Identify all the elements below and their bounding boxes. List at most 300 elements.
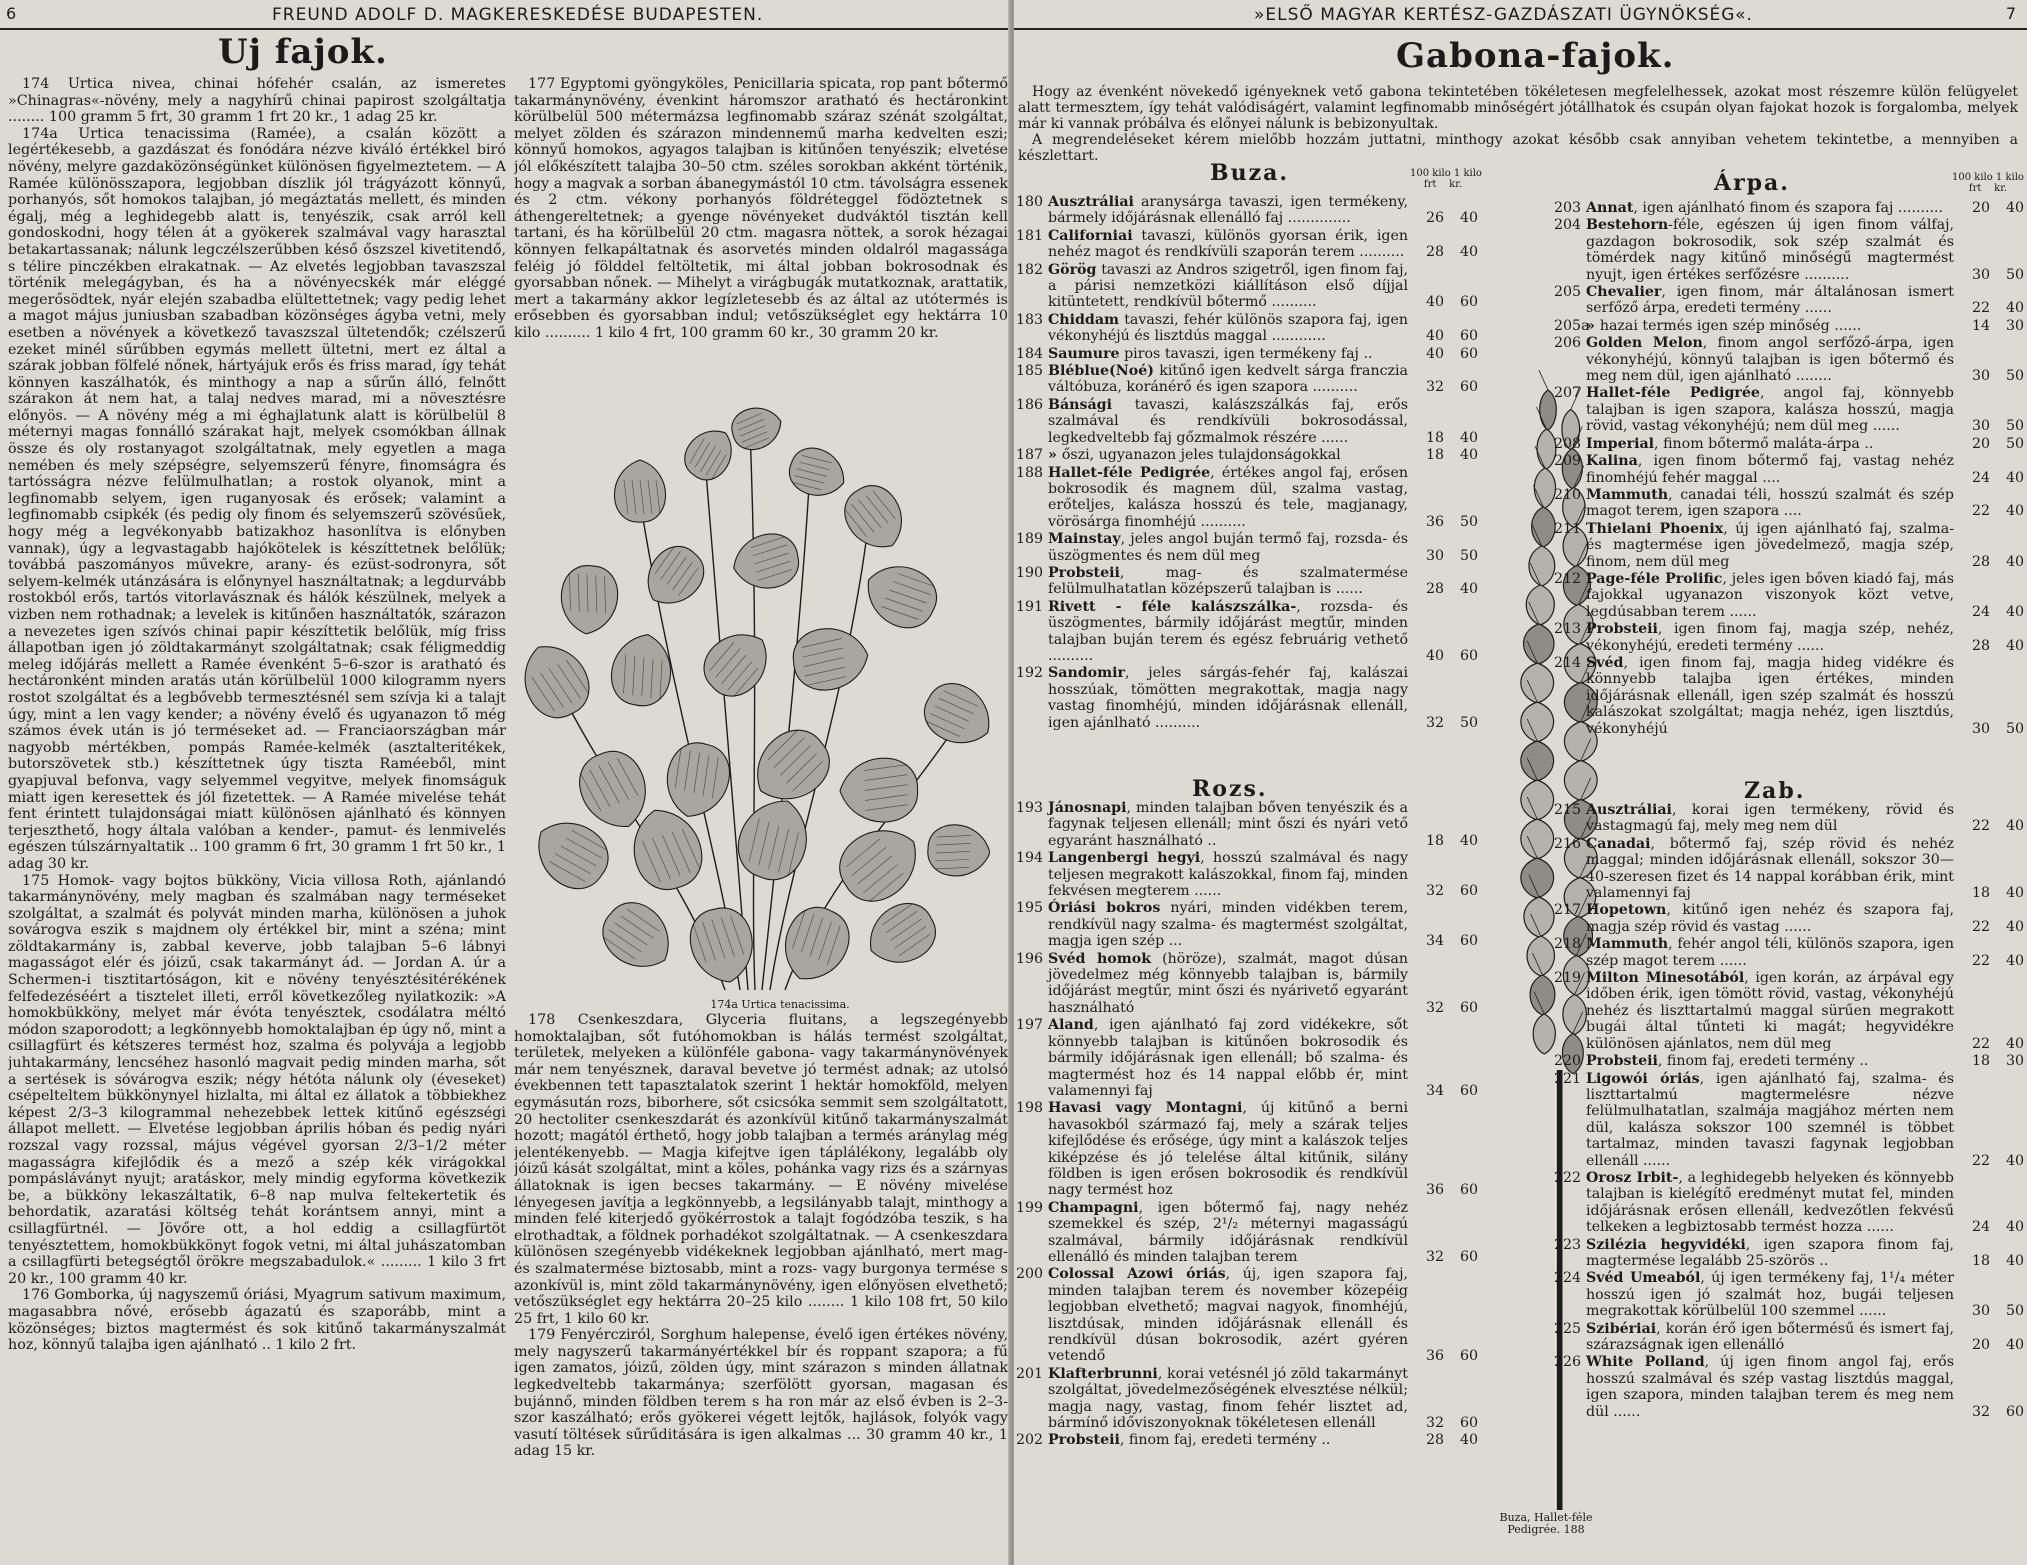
item-description [1586,970,1954,1052]
list-item [1016,1266,1478,1364]
price-1-kilo: 40 [2005,1337,2024,1353]
item-text: , a leghidegebb helyeken és könnyebb talajban is kielégítő eredményt mutat fel, minden időjárásnak erősen ellenáll, kedvezőtlen fekvésű telkeken a legbiztosabb termést hozza ...... [1586,1169,1954,1236]
running-head: FREUND ADOLF D. MAGKERESKEDÉSE BUDAPESTEN. [272,5,764,25]
list-item [1016,951,1478,1017]
list-item [1016,447,1478,463]
item-name: Hallet-féle Pedigrée [1048,464,1211,481]
item-number: 190 [1016,564,1044,581]
price-1-kilo: 40 [1459,244,1478,261]
price-100-kilo: 30 [1971,418,1990,435]
item-description [1048,531,1408,564]
list-item [1016,363,1478,396]
price-1-kilo: 50 [1459,714,1478,731]
price-100-kilo: 28 [1425,1432,1444,1449]
item-name: Aland [1048,1017,1094,1034]
item-description [1586,521,1954,570]
item-name: Klafterbrunni [1048,1365,1158,1382]
list-item [1554,487,2024,520]
item-description [1048,565,1408,598]
item-text: tavaszi, kalászszálkás faj, erős szalmával és rendkívüli bokrosodással, legkedveltebb faj gőzmalmok részére ...... [1048,396,1408,446]
item-description [1586,217,1954,283]
price-1-kilo: 30 [2005,317,2024,334]
price-1-kilo: 60 [1459,345,1478,362]
item-number: 201 [1016,1365,1044,1382]
item-text: , igen szapora finom faj, magtermése legalább 25-szörös .. [1586,1236,1954,1269]
price-unit-header: 100 kilo 1 kilo frt kr. [1410,168,1482,190]
item-name: Californiai [1048,227,1133,244]
entry-179: 179 Fenyércziról, Sorghum halepense, évelő igen értékes növény, mely nagyszerű takarmányértékkel bír és roppant szapora; a fű igen zamatos, jóizű, zölden úgy, mint szárazon s minden állatnak legkedveltebb takarmánya; szerfölött gyorsan, magasan és bujánnő, minden földben terem s ha ron már az első évben is 2–3-szor kaszálható; erős gyökerei végett lejtők, hajlások, folyók vagy vasutí töltések sűrűditására is igen alkalmas ... 30 gramm 40 kr., 1 adag 15 kr. [514,1327,1008,1460]
item-name: Svéd homok [1048,950,1152,967]
item-name: Probsteii [1048,564,1120,581]
price-1-kilo: 60 [1459,999,1478,1016]
item-text: , canadai téli, hosszú szalmát és szép magot terem, igen szapora .... [1586,486,1954,520]
list-item [1016,228,1478,261]
item-number: 225 [1554,1320,1582,1337]
item-name: Langenbergi hegyi [1048,850,1201,867]
item-name: Svéd Umeaból [1586,1270,1701,1287]
grain-shape [1521,663,1554,703]
item-description [1586,902,1954,935]
list-item [1016,194,1478,227]
list-item [1016,850,1478,899]
item-text: kitűnő igen kedvelt sárga franczia váltóbuza, koránérő és igen szapora .......... [1048,363,1408,396]
item-text: , angol faj, könnyebb talajban is igen szapora, kalásza hosszú, magja rövid, vastag vékonyhéjú; nem dül meg ...... [1586,385,1954,435]
item-name: Saumure [1048,345,1120,362]
item-number: 216 [1554,835,1582,852]
item-text: , új igen finom angol faj, erős hosszú szalmával és szép vastag lisztdús maggal, igen szapora, minden talajban terem és meg nem dül ...... [1586,1354,1954,1420]
column-1 [8,76,506,1562]
item-name: Szilézia hegyvidéki [1586,1236,1746,1253]
item-name: Óriási bokros [1048,900,1161,917]
entry-174: 174 Urtica nivea, chinai hófehér csalán, az ismeretes »Chinagras«-növény, mely a nagyhírű chinai papirost szolgáltatja ........ 100 gramm 5 frt, 30 gramm 1 frt 20 kr., 1 adag 25 kr. [8,76,506,126]
price-100-kilo: 22 [1971,918,1990,935]
page-number: 6 [6,4,18,23]
item-name: Jánosnapi [1048,800,1127,816]
item-number: 224 [1554,1270,1582,1287]
price-1-kilo: 50 [2005,1303,2024,1320]
price-1-kilo: 40 [1459,581,1478,598]
item-description [1586,1321,1954,1354]
item-number: 222 [1554,1169,1582,1186]
item-number: 184 [1016,345,1044,362]
price-1-kilo: 60 [1459,1348,1478,1365]
item-name: Chiddam [1048,311,1120,328]
price-1-kilo: 40 [2005,818,2024,835]
item-text: , finom faj, eredeti termény .. [1657,1053,1869,1070]
item-number: 194 [1016,850,1044,867]
price-100-kilo: 18 [1971,885,1990,902]
price-1-kilo: 40 [2005,603,2024,620]
price-1-kilo: 50 [2005,418,2024,435]
grain-shape [1529,546,1555,586]
item-name: White Polland [1586,1354,1705,1371]
item-text: , korán érő igen bőtermésű és ismert faj, szárazságnak igen ellenálló [1586,1320,1954,1353]
item-description [1586,318,1954,334]
item-description [1586,1170,1954,1236]
item-text: (höröze), szalmát, magot dúsan jövedelmez még könnyebb talajban is, bármily időjárást megtűr, mint őszi és nyárivető egyaránt használható [1048,950,1408,1016]
item-text: , finom angol serfőző-árpa, igen vékonyhéjú, könnyű talajban is igen bőtermő és meg nem dül, igen ajánlható ........ [1586,335,1954,385]
grain-shape [1564,761,1597,801]
item-text: , igen bőtermő faj, nagy nehéz szemekkel és szép, 2¹/₂ méternyi magasságú szalmával, bármily időjárásnak rendkívül ellenálló és minden talajban terem [1048,1199,1408,1265]
item-number: 189 [1016,531,1044,548]
item-name: Ausztráliai [1048,194,1134,210]
item-number: 213 [1554,621,1582,638]
list-item [1554,453,2024,486]
item-description [1048,465,1408,531]
price-100-kilo: 18 [1425,429,1444,446]
item-description [1048,1266,1408,1364]
price-100-kilo: 36 [1425,1348,1444,1365]
price-100-kilo: 28 [1971,553,1990,570]
price-100-kilo: 30 [1971,266,1990,283]
list-item [1554,902,2024,935]
left-page-header [0,4,1010,30]
entry-177: 177 Egyptomi gyöngyköles, Penicillaria spicata, rop pant bőtermő takarmánynövény, évenkint háromszor aratható és hectáronkint körülbelül 500 métermázsa legfinomabb száraz szénát szolgáltat, melyet zölden és szárazon mindennemű marha kedvelten eszi; könnyű homokos, agyagos talajban is kitűnően tenyészik; elvetése jól előkészített talajba 30–50 ctm. széles sorokban akként történik, hogy a magvak a sorban ábanegymástól 10 ctm. távolságra essenek és 2 ctm. vékony porhanyós földréteggel födöztetnek s áthengereltetnek; a gyenge növényeket dudváktól tisztán kell tartani, és ha körülbelül 20 ctm. magasra nöttek, a sorok hézagai könnyen felkapáltatnak és asorvetés minden oldalról magassága feléig jó földdel feltöltetik, mi által jobban bokrosodnak és gyorsabban nőnek. — Mihelyt a virágbugák mutatkoznak, arattatik, mert a takarmány akkor legízletesebb és az által az utótermés is erősebben és gyorsabban indul; vetőszükséglet egy hektárra 10 kilo .......... 1 kilo 4 frt, 100 gramm 60 kr., 30 gramm 20 kr. [514,76,1008,341]
list-item [1554,655,2024,737]
right-page-header [1014,4,2027,30]
item-description [1048,363,1408,396]
list-item [1554,284,2024,317]
figure-caption: 174a Urtica tenacissima. [710,998,850,1011]
item-number: 188 [1016,464,1044,481]
price-1-kilo: 40 [1459,429,1478,446]
price-1-kilo: 40 [2005,469,2024,486]
buza-list [1016,194,1478,732]
price-1-kilo: 40 [1459,447,1478,464]
grain-shape [1534,468,1555,508]
item-number: 205 [1554,284,1582,301]
item-description [1586,1053,1954,1069]
price-1-kilo: 50 [1459,513,1478,530]
item-text: , jeles igen bőven kiadó faj, más fajokkal ugyanazon viszonyok közt vetve, legdúsabban terem ...... [1586,570,1954,620]
item-description [1048,447,1408,463]
item-text: tavaszi, különös gyorsan érik, igen nehéz magot és rendkívüli szaporán terem .......... [1048,227,1408,261]
list-item [1016,1100,1478,1198]
item-name: Sandomir [1048,665,1126,682]
arpa-list [1554,200,2024,738]
price-1-kilo: 50 [2005,720,2024,737]
item-number: 206 [1554,335,1582,352]
item-name: Milton Minesotából [1586,970,1745,987]
price-1-kilo: 50 [2005,266,2024,283]
price-100-kilo: 30 [1971,720,1990,737]
item-name: Görög [1048,261,1097,278]
price-100-kilo: 18 [1425,832,1444,849]
list-item [1016,565,1478,598]
buza-title: Buza. [1210,160,1289,186]
list-item [1016,397,1478,446]
item-name: Bánsági [1048,396,1112,413]
item-name: Svéd [1586,654,1624,671]
list-item [1554,200,2024,216]
price-1-kilo: 60 [1459,1182,1478,1199]
item-number: 215 [1554,802,1582,818]
price-1-kilo: 60 [1459,1415,1478,1432]
list-item [1016,465,1478,531]
item-name: Hallet-féle Pedigrée [1586,385,1760,402]
price-100-kilo: 24 [1971,469,1990,486]
arpa-title: Árpa. [1714,170,1790,196]
item-text: , igen ajánlható faj, szalma- és liszttartalmú magtermelésre nézve felülmulhatatlan, szalmája magjához mérten nem dül, kalásza sokszor 100 szemnél is többet tartalmaz, minden tavaszi fagynak legjobban ellenáll ...... [1586,1070,1955,1169]
price-unit-header-2: 100 kilo 1 kilo frt kr. [1952,172,2024,194]
item-description [1048,951,1408,1017]
intro-paragraph-1: Hogy az évenként növekedő igényeknek vető gabona tekintetében tökéletesen megfelelhessek, azokat most részemre külön felügyelet alatt termesztem, így tehát valódiságért, valamint legfinomabb minőségért jótállhatok és csupán olyan fajokat hozok is forgalomba, melyek már ki vannak próbálva és előnyei nálunk is bebizonyultak. [1018,84,2018,132]
list-item [1554,571,2024,620]
item-description [1586,621,1954,654]
list-item [1016,1200,1478,1266]
item-description [1586,571,1954,620]
price-1-kilo: 60 [1459,1248,1478,1265]
item-number: 183 [1016,311,1044,328]
item-name: Champagni [1048,1199,1139,1216]
item-name: Kalina [1586,453,1638,470]
item-number: 182 [1016,261,1044,278]
item-text: nyári, minden vidékben terem, rendkívül nagy szalma- és magtermést szolgáltat, magja igen szép ... [1048,900,1408,950]
item-number: 221 [1554,1070,1582,1087]
item-name: Szibériai [1586,1320,1657,1337]
item-text: , kitűnő igen nehéz és szapora faj, magja szép rövid és vastag ...... [1586,902,1954,935]
price-100-kilo: 36 [1425,1182,1444,1199]
price-1-kilo: 40 [2005,200,2024,216]
item-text: , igen finom faj, magja hideg vidékre és könnyebb talajba igen értékes, minden időjárásnak ellenáll, igen szép szalmát és hosszú kalászokat szolgáltat; magja nehéz, igen lisztdús, vékonyhéjú [1586,654,1954,737]
item-number: 209 [1554,453,1582,470]
price-100-kilo: 32 [1425,379,1444,396]
item-number: 193 [1016,800,1044,816]
item-number: 197 [1016,1017,1044,1034]
item-text: , rozsda- és üszögmentes, bármily időjárást megtűr, minden talajban buján terem és egész februárig vethető .......... [1048,598,1409,664]
price-100-kilo: 32 [1971,1403,1990,1420]
item-name: Hopetown [1586,902,1667,919]
item-name: Probsteii [1048,1432,1120,1449]
item-name: » [1586,317,1600,334]
price-100-kilo: 36 [1425,513,1444,530]
item-text: aranysárga tavaszi, igen termékeny, bármely időjárásnak ellenálló faj .............. [1048,194,1408,227]
grain-shape [1521,780,1554,820]
item-text: , mag- és szalmatermése felülmulhatatlan középszerű talajban is ...... [1048,564,1408,598]
price-100-kilo: 34 [1425,933,1444,950]
item-text: őszi, ugyanazon jeles tulajdonságokkal [1061,447,1341,464]
item-text: piros tavaszi, igen termékeny faj .. [1119,345,1373,362]
section-title: Gabona-fajok. [1396,36,1675,76]
item-name: Colossal Azowi óriás [1048,1266,1226,1283]
price-100-kilo: 40 [1425,294,1444,311]
price-100-kilo: 28 [1425,581,1444,598]
item-number: 210 [1554,486,1582,503]
item-name: Mainstay [1048,531,1121,548]
zab-title: Zab. [1744,778,1806,804]
list-item [1016,1017,1478,1099]
item-number: 191 [1016,598,1044,615]
item-number: 196 [1016,950,1044,967]
item-number: 181 [1016,227,1044,244]
grain-shape [1530,975,1555,1015]
price-1-kilo: 60 [1459,379,1478,396]
grain-shape [1527,936,1554,976]
price-100-kilo: 18 [1971,1252,1990,1269]
item-name: Page-féle Prolific [1586,570,1723,587]
item-name: Ligowói óriás [1586,1070,1700,1087]
rozs-list [1016,800,1478,1450]
item-name: Orosz Irbit- [1586,1169,1679,1186]
price-1-kilo: 60 [1459,294,1478,311]
list-item [1554,802,2024,835]
list-item [1554,385,2024,434]
item-name: Bestehorn [1586,217,1669,234]
right-page [1014,0,2027,1565]
price-1-kilo: 40 [2005,503,2024,520]
item-number: 205a [1554,317,1590,334]
item-text: , igen finom bőtermő faj, vastag nehéz finomhéjú fehér maggal .... [1586,453,1954,486]
item-number: 208 [1554,435,1582,452]
column-2-top [514,76,1008,376]
entry-178: 178 Csenkeszdara, Glyceria fluitans, a legszegényebb homoktalajban, sőt futóhomokban is hálás termést szolgáltat, területek, melyeken a különféle gabona- vagy takarmánynövények már nem tenyésznek, daraval bevetve jó termést adnak; az utolsó évekbennen tett tapasztalatok szerint 1 hektár homokföld, melyen egymásután rozs, biborhere, sőt csicsóka semmit sem szolgáltatott, 20 hectoliter csenkeszdarát és azonkívül kitűnő takarmányszalmát hozott; magától érthető, hogy jobb talajban a termés aránylag még jelentékenyebb. — Magja kifejtve igen táplálékony, legalább oly jóizű kását szolgáltat, mint a köles, pohánka vagy rizs és a szárnyas állatoknak is igen becses takarmány. — E növény mivelése lényegesen javítja a legkönnyebb, a legsilányabb talajt, minthogy a minden felé kiterjedő gyökérrostok a talajt fogódzóba teszik, s ha elrothadtak, a földnek porhadékot szolgáltatnak. — A csenkeszdara különösen szegényebb vidékeknek legjobban ajánlható, mert mag- és szalmatermése biztosabb, mint a rozs- vagy burgonya termése s azonkívül is, mint zöld takarmánynövény, igen előnyösen elvethető; vetőszükséglet egy hektárra 20–25 kilo ........ 1 kilo 108 frt, 50 kilo 25 frt, 1 kilo 60 kr. [514,1012,1008,1327]
entry-175: 175 Homok- vagy bojtos bükköny, Vicia villosa Roth, ajánlandó takarmánynövény, mely magban és szalmában nagy terméseket szolgáltat, a szalmát és polyvát minden marha, különösen a juhok sovárogva eszik s majdnem oly értékkel bir, mint a széna; mint zöldtakarmány is, zabbal keverve, jobb talajban 5–6 lábnyi magasságot elér és jóizű, csak takarmányt ád. — Jordan A. úr a Schermen-i tisztitartóságon, kit e növény tenyésztésitérékének felfedezéséért a tisztelet illeti, erről következőleg nyilatkozik: »A homokbükköny, melyet már évóta tenyésztek, csodálatra méltó módon szaporodott; a legkönnyebb homoktalajban ép úgy nő, mint a csillagfürt és kétszeres termést hoz, szalma és polyvája a legjobb juhtakarmány, lencséhez hasonló magvait pedig minden marha, sőt a sertések is sóvárogva eszik; négy hétóta nálunk oly (éveseket) csépelteltem bükkönynyel hizlalta, mi által ez állatok a többiekhez képest 2/3–3 kilogrammal nehezebbek lettek kitűnő egészségi állapot mellett. — Elvetése legjobban április hóban és pedig nyári rozszal vagy rozssal, május végével gyorsan 2/3–1/2 méter magasságra kifejlődik és a mező a szép kék virágokkal pompásláványt nyujt; aratáskor, mely mindig egyforma következik be, a bükköny lekaszáltatik, 6–8 nap mulva feltekertetik és behordatik, azaratási költség tehát korántsem annyi, mint a csillagfürtnél. — Jövőre ott, a hol eddig a csillagfürtöt tenyésztettem, homokbükkönyt fogok vetni, mi által juhászatomban a csillagfürti betegségtől örökre megszabadulok.« ......... 1 kilo 3 frt 20 kr., 100 gramm 40 kr. [8,872,506,1287]
price-100-kilo: 22 [1971,503,1990,520]
list-item [1554,970,2024,1052]
list-item [1554,1237,2024,1270]
item-text: , új kitűnő a berni havasokból származó faj, mely a szárak teljes kifejlődése és erősége, úgy mint a kalászok teljes kiképzése és jó telelése által kitűnik, silány földben is igen erősen bokrosodik és rendkívül nagy termést hoz [1048,1100,1408,1199]
price-100-kilo: 22 [1971,300,1990,317]
item-name: Mammuth [1586,486,1669,503]
price-100-kilo: 32 [1425,1415,1444,1432]
item-description [1048,262,1408,311]
list-item [1016,1366,1478,1432]
item-text: , igen korán, az árpával egy időben érik, igen tömött rövid, vastag, vékonyhéjú nehéz és liszttartalmú maggal sürűen megrakott bugái által tűnteti ki magát; hegyvidékre különösen ajánlatos, nem dül meg [1586,970,1954,1052]
price-100-kilo: 28 [1971,637,1990,654]
price-100-kilo: 20 [1971,1337,1990,1353]
price-1-kilo: 40 [2005,918,2024,935]
item-description [1048,850,1408,899]
price-1-kilo: 40 [2005,1035,2024,1052]
item-description [1048,1017,1408,1099]
price-100-kilo: 30 [1425,547,1444,564]
item-name: Havasi vagy Montagni [1048,1100,1243,1117]
list-item [1016,346,1478,362]
item-description [1586,200,1954,216]
list-item [1554,521,2024,570]
list-item [1016,599,1478,665]
price-1-kilo: 40 [1459,1432,1478,1449]
list-item [1554,1321,2024,1354]
item-name: Canadai [1586,835,1651,852]
price-1-kilo: 50 [2005,435,2024,452]
item-description [1586,385,1954,434]
item-number: 180 [1016,194,1044,210]
item-text: , új, igen szapora faj, minden talajban terem és november közepéig legjobban elvethető; magvai nagyok, finomhéjú, lisztdúsak, minden időjárásnak ellenáll és rendkívül dúsan bokrosodik, azért gyéren vetendő [1048,1266,1408,1365]
list-item [1554,1053,2024,1069]
item-name: Chevalier [1586,284,1662,301]
list-item [1554,1170,2024,1236]
item-text: , hosszú szalmával és nagy teljesen megrakott kalászokkal, finom faj, minden fekvésen megterem ...... [1048,850,1409,900]
list-item [1554,217,2024,283]
item-description [1048,194,1408,227]
price-100-kilo: 18 [1425,447,1444,464]
item-description [1586,1354,1954,1420]
item-number: 207 [1554,385,1582,402]
wheat-figure-caption: Buza, Hallet-féle Pedigrée. 188 [1499,1511,1593,1536]
price-100-kilo: 30 [1971,1303,1990,1320]
item-description [1586,335,1954,384]
list-item [1554,936,2024,969]
item-text: , minden talajban bőven tenyészik és a fagynak teljesen ellenáll; mint őszi és nyári vető egyaránt használható .. [1048,800,1408,849]
item-number: 211 [1554,520,1582,537]
item-number: 212 [1554,570,1582,587]
price-100-kilo: 20 [1971,200,1990,216]
item-description [1586,1270,1954,1319]
price-100-kilo: 22 [1971,818,1990,835]
item-name: Annat [1586,200,1634,216]
price-100-kilo: 32 [1425,883,1444,900]
list-item [1016,1432,1478,1448]
list-item [1016,312,1478,345]
item-text: , jeles sárgás-fehér faj, kalászai hosszúak, tömötten megrakottak, magja nagy vastag finomhéjú, minden időjárásnak ellenáll, igen ajánlható .......... [1048,665,1408,731]
item-description [1048,1366,1408,1432]
item-number: 220 [1554,1053,1582,1070]
item-text: , új igen ajánlható faj, szalma- és magtermése igen jövedelmező, magja szép, finom, nem dül meg [1586,520,1954,570]
item-description [1048,599,1408,665]
item-name: Mammuth [1586,936,1669,953]
item-text: , korai igen termékeny, rövid és vastagmagú faj, mely meg nem dül [1586,802,1954,835]
list-item [1016,800,1478,849]
list-item [1554,436,2024,452]
price-1-kilo: 60 [1459,933,1478,950]
item-description [1048,346,1408,362]
item-description [1586,936,1954,969]
item-text: , finom faj, eredeti termény .. [1119,1432,1331,1449]
list-item [1554,1071,2024,1169]
rozs-title: Rozs. [1192,776,1268,802]
price-100-kilo: 20 [1971,435,1990,452]
grain-shape [1532,507,1555,547]
item-name: Rivett - féle kalászszálka- [1048,598,1297,615]
price-100-kilo: 18 [1971,1053,1990,1070]
price-1-kilo: 50 [1459,547,1478,564]
price-1-kilo: 40 [2005,952,2024,969]
price-100-kilo: 26 [1425,210,1444,227]
item-text: , finom bőtermő maláta-árpa .. [1654,435,1874,452]
price-100-kilo: 32 [1425,999,1444,1016]
price-100-kilo: 14 [1971,317,1990,334]
item-description [1586,802,1954,835]
item-description [1586,487,1954,520]
item-name: Probsteii [1586,1053,1658,1070]
price-100-kilo: 30 [1971,368,1990,385]
item-description [1586,284,1954,317]
item-number: 192 [1016,665,1044,682]
price-1-kilo: 60 [1459,1082,1478,1099]
urtica-illustration [520,390,990,1000]
grain-shape [1521,819,1554,859]
price-1-kilo: 40 [2005,1152,2024,1169]
grain-shape [1521,702,1554,742]
list-item [1554,836,2024,902]
item-description [1586,453,1954,486]
grain-shape [1521,741,1554,781]
item-name: Golden Melon [1586,335,1703,352]
item-description [1048,228,1408,261]
item-description [1586,436,1954,452]
section-title: Uj fajok. [218,32,388,72]
price-100-kilo: 22 [1971,1035,1990,1052]
item-number: 186 [1016,396,1044,413]
price-100-kilo: 40 [1425,647,1444,664]
price-1-kilo: 40 [2005,1219,2024,1236]
list-item [1554,318,2024,334]
item-number: 214 [1554,654,1582,671]
item-text: , igen ajánlható finom és szapora faj .......... [1633,200,1944,216]
grain-shape [1533,1014,1555,1054]
intro-text [1018,84,2018,164]
